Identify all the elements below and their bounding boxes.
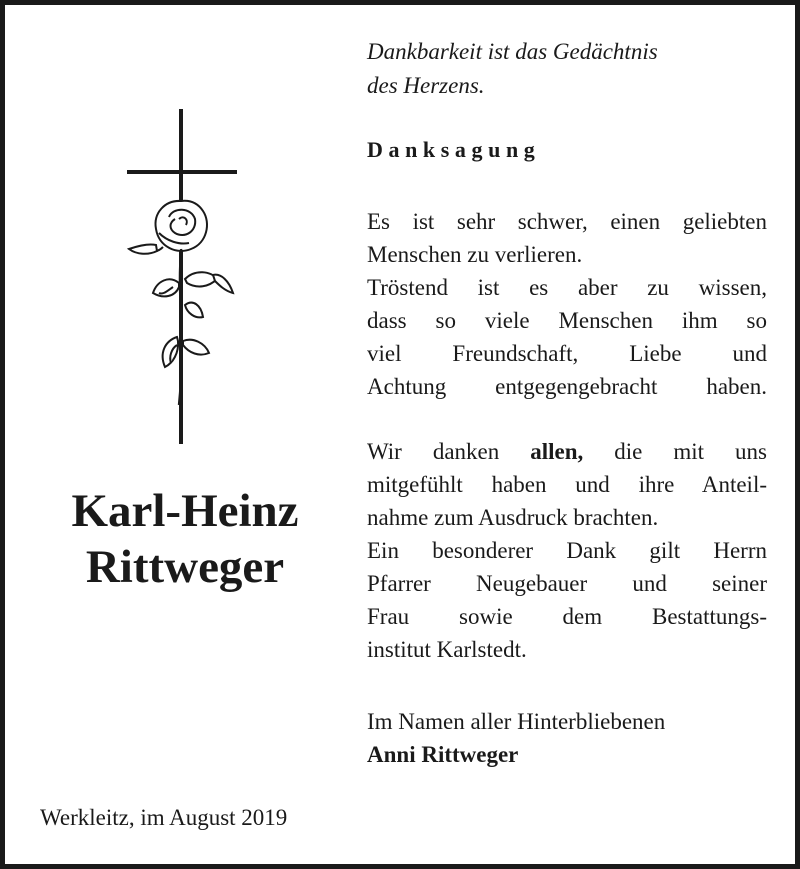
paragraph-line: dass so viele Menschen ihm so (367, 308, 767, 333)
paragraph-line: Ein besonderer Dank gilt Herrn (367, 538, 767, 563)
signature-name: Anni Rittweger (367, 742, 519, 767)
place-date: Werkleitz, im August 2019 (40, 805, 288, 830)
cross-with-rose-icon (123, 105, 243, 450)
signature (367, 705, 665, 771)
paragraph-line: viel Freundschaft, Liebe und (367, 341, 767, 366)
paragraph-line (367, 435, 767, 468)
paragraph-line: Es ist sehr schwer, einen geliebten (367, 209, 767, 234)
paragraph-line: Pfarrer Neugebauer und seiner (367, 571, 767, 596)
motto-line: Dankbarkeit ist das Gedächtnis (367, 39, 658, 64)
signature-intro: Im Namen aller Hinterbliebenen (367, 709, 666, 734)
paragraph-line: institut Karlstedt. (367, 637, 527, 662)
heading: Danksagung (367, 137, 541, 162)
text-run: die mit uns (614, 439, 767, 464)
emphasis-allen: allen, (530, 439, 584, 464)
paragraph-line: Menschen zu verlieren. (367, 242, 583, 267)
text-run: Wir danken (367, 439, 500, 464)
deceased-first-name: Karl-Heinz (71, 485, 299, 537)
paragraph-line: Frau sowie dem Bestattungs- (367, 604, 767, 629)
deceased-name (25, 483, 345, 595)
paragraph-1 (367, 205, 767, 403)
paragraph-line: mitgefühlt haben und ihre Anteil- (367, 472, 767, 497)
paragraph-2 (367, 435, 767, 666)
deceased-last-name: Rittweger (85, 541, 285, 593)
paragraph-line: Achtung entgegengebracht haben. (367, 374, 767, 399)
motto (367, 35, 767, 103)
paragraph-line: nahme zum Ausdruck brachten. (367, 505, 659, 530)
motto-line: des Herzens. (367, 73, 485, 98)
paragraph-line: Tröstend ist es aber zu wissen, (367, 275, 767, 300)
